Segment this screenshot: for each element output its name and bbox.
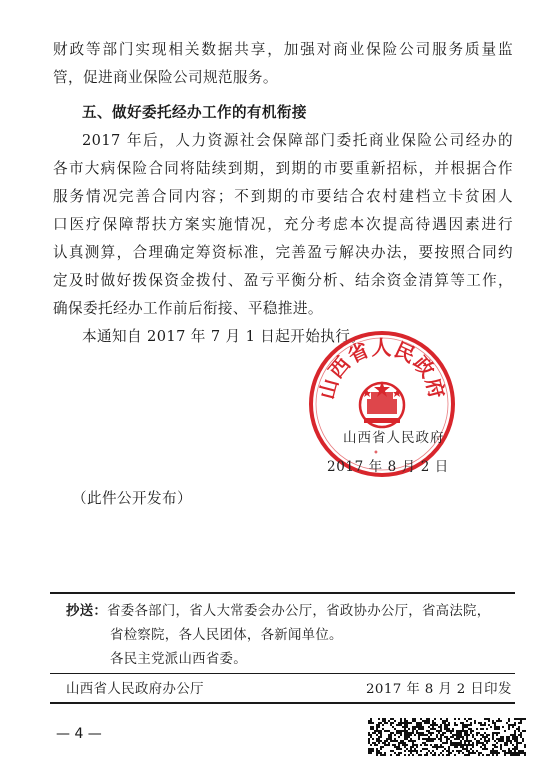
page-number: — 4 — xyxy=(56,726,102,742)
para2-line-6: 定及时做好拨保资金拨付、盈亏平衡分析、结余资金清算等工作， xyxy=(53,272,513,289)
issuing-office: 山西省人民政府办公厅 xyxy=(66,682,204,697)
distribution-line-2: 省检察院，各人民团体，各新闻单位。 xyxy=(110,628,343,643)
bottom-divider xyxy=(50,702,515,704)
para2-line-7: 确保委托经办工作前后衔接、平稳推进。 xyxy=(53,300,323,317)
distribution-line-3: 各民主党派山西省委。 xyxy=(110,652,247,667)
svg-text:•: • xyxy=(373,448,379,459)
official-seal-stamp xyxy=(307,329,457,479)
publish-note: （此件公开发布） xyxy=(72,490,192,507)
section-heading-5: 五、做好委托经办工作的有机衔接 xyxy=(82,104,307,121)
distribution-text-1: 省委各部门，省人大常委会办公厅，省政协办公厅，省高法院， xyxy=(107,604,491,619)
national-emblem-icon xyxy=(360,381,404,427)
issue-date: 2017 年 8 月 2 日印发 xyxy=(366,682,512,697)
para2-line-1: 2017 年后，人力资源社会保障部门委托商业保险公司经办的 xyxy=(82,132,513,149)
signing-organization: 山西省人民政府 xyxy=(343,430,445,446)
top-divider xyxy=(50,592,515,594)
para2-line-5: 认真测算，合理确定筹资标准，完善盈亏解决办法，要按照合同约 xyxy=(53,244,513,261)
para2-line-4: 口医疗保障帮扶方案实施情况，充分考虑本次提高待遇因素进行 xyxy=(53,216,513,233)
middle-divider xyxy=(50,673,515,674)
seal-text: 山西省人民政府 xyxy=(314,335,450,402)
effective-notice: 本通知自 2017 年 7 月 1 日起开始执行。 xyxy=(82,328,366,345)
barcode-icon xyxy=(368,718,526,756)
para2-line-3: 服务情况完善合同内容；不到期的市要结合农村建档立卡贫困人 xyxy=(53,188,513,205)
para1-line-2: 管，促进商业保险公司规范服务。 xyxy=(53,69,278,86)
para2-line-2: 各市大病保险合同将陆续到期，到期的市要重新招标，并根据合作 xyxy=(53,160,513,177)
distribution-line-1 xyxy=(66,603,490,621)
signing-date: 2017 年 8 月 2 日 xyxy=(327,459,449,475)
para1-line-1: 财政等部门实现相关数据共享，加强对商业保险公司服务质量监 xyxy=(53,41,513,58)
distribution-label: 抄送： xyxy=(66,604,108,619)
